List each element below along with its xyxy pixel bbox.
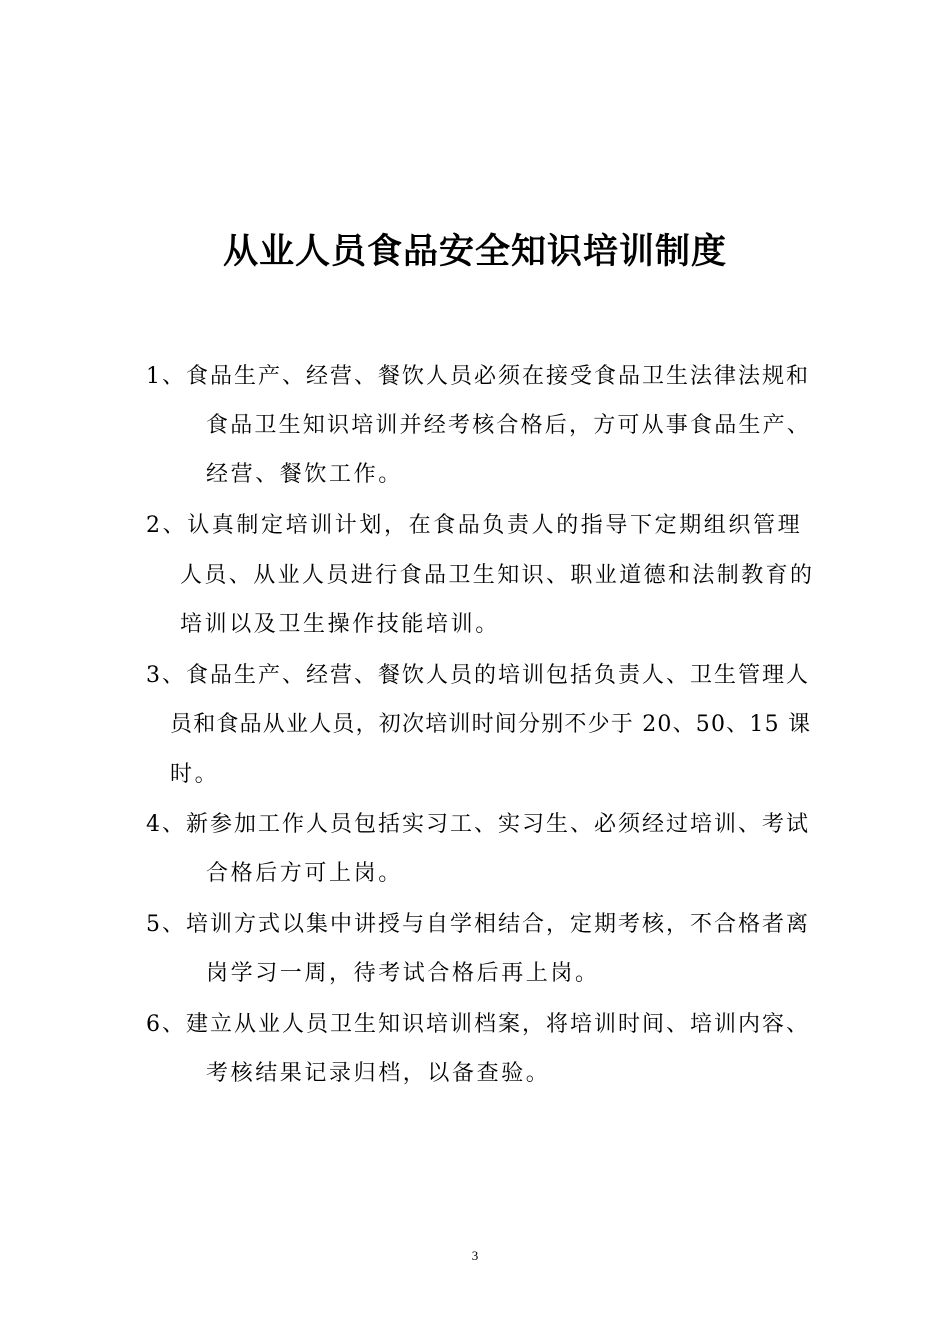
item-5-line-2: 岗学习一周，待考试合格后再上岗。: [206, 961, 600, 986]
item-3-line-3: 时。: [170, 762, 220, 787]
item-6-line-2: 考核结果记录归档，以备查验。: [206, 1061, 551, 1086]
item-4-line-2: 合格后方可上岗。: [206, 861, 403, 886]
item-2-line-2: 人员、从业人员进行食品卫生知识、职业道德和法制教育的: [180, 563, 815, 588]
item-1-line-1: 1、食品生产、经营、餐饮人员必须在接受食品卫生法律法规和: [146, 364, 810, 389]
item-4-line-1: 4、新参加工作人员包括实习工、实习生、必须经过培训、考试: [146, 812, 810, 837]
item-6-line-1: 6、建立从业人员卫生知识培训档案，将培训时间、培训内容、: [146, 1012, 810, 1037]
item-3-line-2: 员和食品从业人员，初次培训时间分别不少于 20、50、15 课: [170, 712, 812, 737]
item-2-line-1: 2、认真制定培训计划，在食品负责人的指导下定期组织管理: [146, 513, 803, 538]
page-title: 从业人员食品安全知识培训制度: [222, 232, 727, 272]
item-1-line-3: 经营、餐饮工作。: [206, 462, 403, 487]
item-1-line-2: 食品卫生知识培训并经考核合格后，方可从事食品生产、: [206, 413, 812, 438]
page-number: 3: [471, 1248, 479, 1263]
item-2-line-3: 培训以及卫生操作技能培训。: [180, 612, 500, 637]
item-5-line-1: 5、培训方式以集中讲授与自学相结合，定期考核，不合格者离: [146, 912, 810, 937]
item-3-line-1: 3、食品生产、经营、餐饮人员的培训包括负责人、卫生管理人: [146, 663, 810, 688]
